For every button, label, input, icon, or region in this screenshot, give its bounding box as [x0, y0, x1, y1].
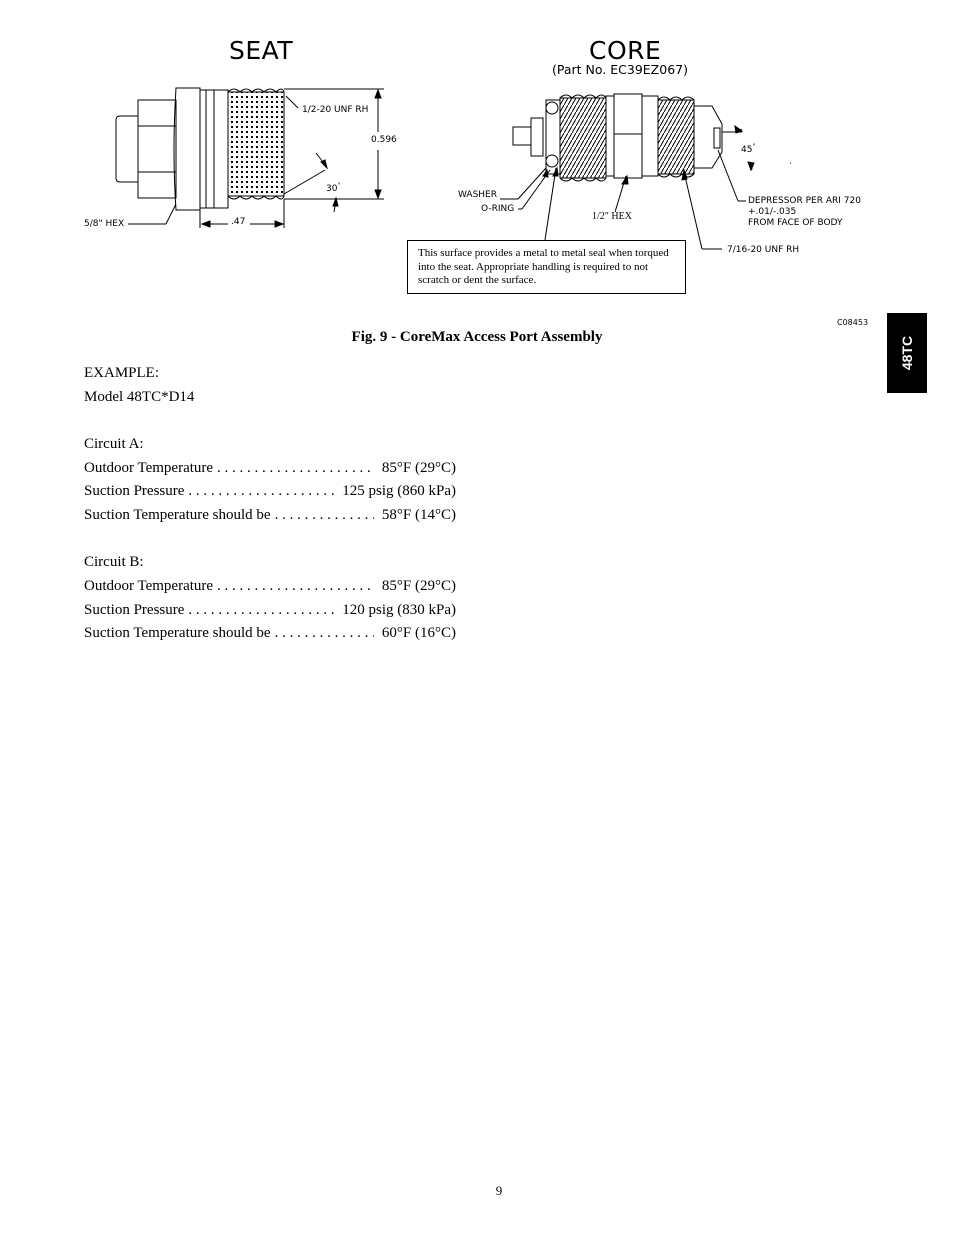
side-tab-48tc: 48TC — [887, 313, 927, 393]
example-heading: EXAMPLE: — [84, 365, 159, 381]
circuit-b-outdoor-row: Outdoor Temperature . . . 85°F (29°C) — [84, 578, 456, 595]
core-title: CORE — [589, 36, 662, 65]
figure-caption: Fig. 9 - CoreMax Access Port Assembly — [351, 329, 603, 345]
core-hex-label: 1/2" HEX — [592, 211, 632, 222]
circuit-a-suction-pressure-row: Suction Pressure . . . 125 psig (860 kPa) — [84, 483, 456, 500]
core-angle-label: 45° — [741, 143, 756, 155]
page-number: 9 — [495, 1183, 503, 1198]
circuit-a-outdoor-row: Outdoor Temperature . . . 85°F (29°C) — [84, 460, 456, 477]
seat-hex-label: 5/8" HEX — [84, 219, 125, 229]
core-depressor-label: DEPRESSOR PER ARI 720 +.01/-.035 FROM FACE OF BODY — [748, 196, 861, 228]
circuit-b-heading: Circuit B: — [84, 554, 144, 570]
core-part-number: (Part No. EC39EZ067) — [552, 62, 688, 77]
seat-thread-label: 1/2-20 UNF RH — [302, 105, 369, 115]
figure-code: C08453 — [837, 318, 869, 327]
seat-length-label: .47 — [231, 217, 246, 227]
core-thread-label: 7/16-20 UNF RH — [727, 245, 800, 255]
seal-surface-note: This surface provides a metal to metal seal when torqued into the seat. Appropriate handling is required to not scratch or dent the surface. — [407, 240, 686, 294]
circuit-b-suction-temp-row: Suction Temperature should be . . . 60°F (16°C) — [84, 625, 456, 642]
seat-height-label: 0.596 — [371, 135, 397, 145]
circuit-a-suction-temp-row: Suction Temperature should be . . . 58°F (14°C) — [84, 507, 456, 524]
circuit-b-suction-pressure-row: Suction Pressure . . . 120 psig (830 kPa) — [84, 602, 456, 619]
core-washer-label: WASHER — [458, 190, 497, 200]
example-model: Model 48TC*D14 — [84, 389, 195, 405]
seat-angle-label: 30° — [326, 182, 341, 194]
seat-title: SEAT — [229, 36, 294, 65]
circuit-a-heading: Circuit A: — [84, 436, 144, 452]
core-oring-label: O-RING — [481, 204, 515, 214]
